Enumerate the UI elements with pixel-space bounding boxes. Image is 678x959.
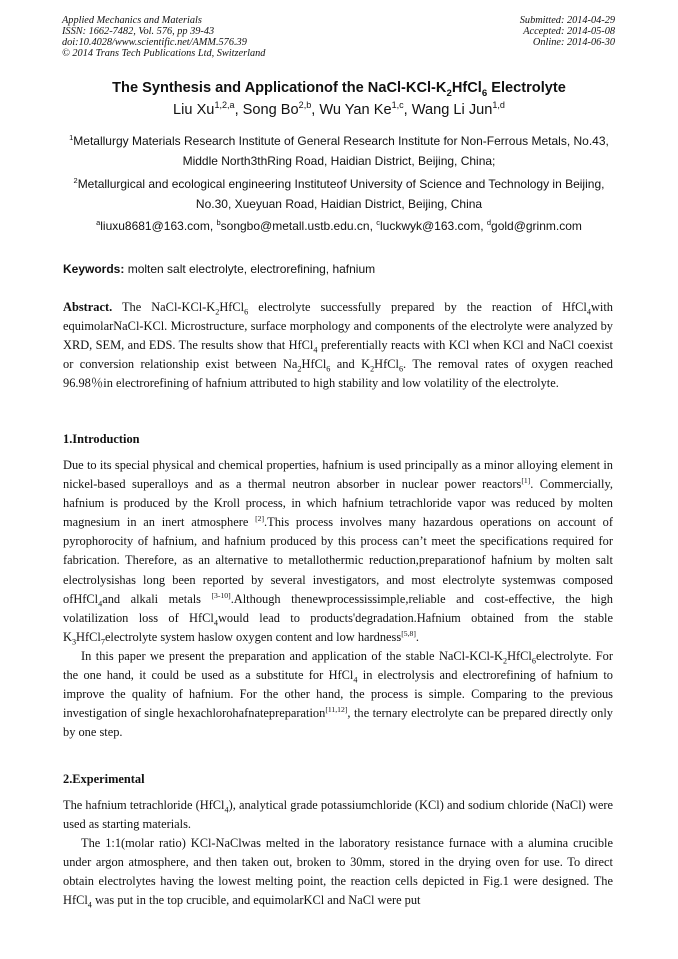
issn-volume: ISSN: 1662-7482, Vol. 576, pp 39-43	[62, 26, 215, 37]
paragraph: The hafnium tetrachloride (HfCl$_4$), analytical grade potassiumchloride (KCl) and sodium chloride (NaCl) were used as starting materials.	[63, 798, 613, 832]
abstract-label: Abstract.	[63, 300, 113, 314]
affiliation: $^1$Metallurgy Materials Research Institute of General Research Institute for Non-Ferrous Metals, No.43, Middle North3thRing Road, Haidian District, Beijing, China;	[69, 133, 609, 168]
email-link: luckwyk@163.com	[379, 219, 481, 233]
abstract: Abstract. The NaCl-$KCl-K_2HfCl_6$ electrolyte successfully prepared by the reaction of HfCl$_4$with equimolarNaCl-KCl. Microstructure, surface morphology and components of the electrolyte were analyzed by XRD, SEM, and EDS. The results show that HfCl$_4$ preferentially reacts with KCl when KCl and NaCl coexist or conversion relationship exist between $Na_2HfCl_6$ and $K_2HfCl_6$. The removal rates of oxygen reached 96.98％in electrorefining of hafnium attributed to high stability and low volatility of the electrolyte.	[63, 300, 614, 391]
affiliation: $^2$Metallurgical and ecological engineering Instituteof University of Science and Technology in Beijing, No.30, Xueyuan Road, Haidian District, Beijing, China	[73, 176, 605, 211]
author-list: Liu Xu$^{1,2,a}$, Song Bo$^{2,b}$, Wu Yan Ke$^{1,c}$, Wang Li Jun$^{1,d}$	[173, 100, 505, 118]
copyright: © 2014 Trans Tech Publications Ltd, Switzerland	[62, 48, 266, 59]
section-heading-experimental: 2.Experimental	[63, 772, 145, 786]
author: Wu Yan Ke	[319, 102, 392, 118]
introduction-text	[63, 456, 613, 742]
paragraph: The 1:1(molar ratio) KCl-NaClwas melted in the laboratory resistance furnace with a alumina crucible under argon atmosphere, and then taken out, broken to 30mm, stored in the drying oven for use. To direct obtain electrolytes having the lowest melting point, the reaction cells depicted in Fig.1 were designed. The HfCl$_4$ was put in the top crucible, and equimolarKCl and NaCl were put	[63, 836, 613, 910]
section-heading-introduction: 1.Introduction	[63, 432, 140, 446]
doi: doi:10.4028/www.scientific.net/AMM.576.39	[62, 37, 247, 48]
keywords	[63, 262, 375, 276]
author: Wang Li Jun	[411, 102, 493, 118]
online-date: Online: 2014-06-30	[532, 37, 615, 48]
accepted-date: Accepted: 2014-05-08	[523, 26, 615, 37]
publication-info	[62, 15, 382, 59]
email-link: songbo@metall.ustb.edu.cn	[220, 219, 370, 233]
journal-name: Applied Mechanics and Materials	[62, 15, 202, 26]
email-link: liuxu8681@163.com	[100, 219, 210, 233]
email-link: gold@grinm.com	[491, 219, 582, 233]
author: Liu Xu	[173, 102, 215, 118]
author: Song Bo	[242, 102, 299, 118]
author-emails: $^a$liuxu8681@163.com, $^b$songbo@metall.ustb.edu.cn, $^c$luckwyk@163.com, $^d$gold@grinm.com	[96, 218, 582, 233]
paragraph: Due to its special physical and chemical properties, hafnium is used principally as a minor alloying element in nickel-based superalloys and as a thermal neutron absorber in nuclear power reactors[1]. Commercially, hafnium is produced by the Kroll process, in which hafnium tetrachloride vapor was reduced by molten magnesium in an inert atmosphere [2].This process involves many hazardous operations on account of pyrophorocity of hafnium, and hafnium produced by this process can’t meet the specifications required for fabrication. Therefore, as an alternative to metallothermic reduction,preparationof hafnium by molten salt electrolysishas long been reported by several investigators, and most electrolyte systemwas composed ofHfCl$_4$and alkali metals [3-10].Although thenewprocessissimple,reliable and cost-effective, the high volatilization loss of HfCl$_4$would lead to products'degradation.Hafnium obtained from the stable $K_3HfCl_7electrolyte$ system haslow oxygen content and low hardness[5,8].	[63, 458, 613, 647]
paper-title: The Synthesis and Applicationof the NaCl-$KCl-K_2HfCl_6$ Electrolyte	[112, 80, 566, 99]
keywords-text: molten salt electrolyte, electrorefining, hafnium	[124, 262, 376, 276]
keywords-label: Keywords:	[63, 262, 125, 276]
submitted-date: Submitted: 2014-04-29	[519, 15, 615, 26]
experimental-text	[63, 796, 613, 911]
paragraph: In this paper we present the preparation and application of the stable NaCl-$KCl-K_2HfCl_6electrolyte$. For the one hand, it could be used as a substitute for HfCl$_4$ in electrolysis and electrorefining of hafnium to improve the quality of hafnium. For the other hand, the process is simple. Comparing to the previous investigation of single hexachlorohafnatepreparation[11,12], the ternary electrolyte can be prepared directly only by one step.	[63, 648, 613, 740]
publication-dates	[395, 15, 615, 48]
